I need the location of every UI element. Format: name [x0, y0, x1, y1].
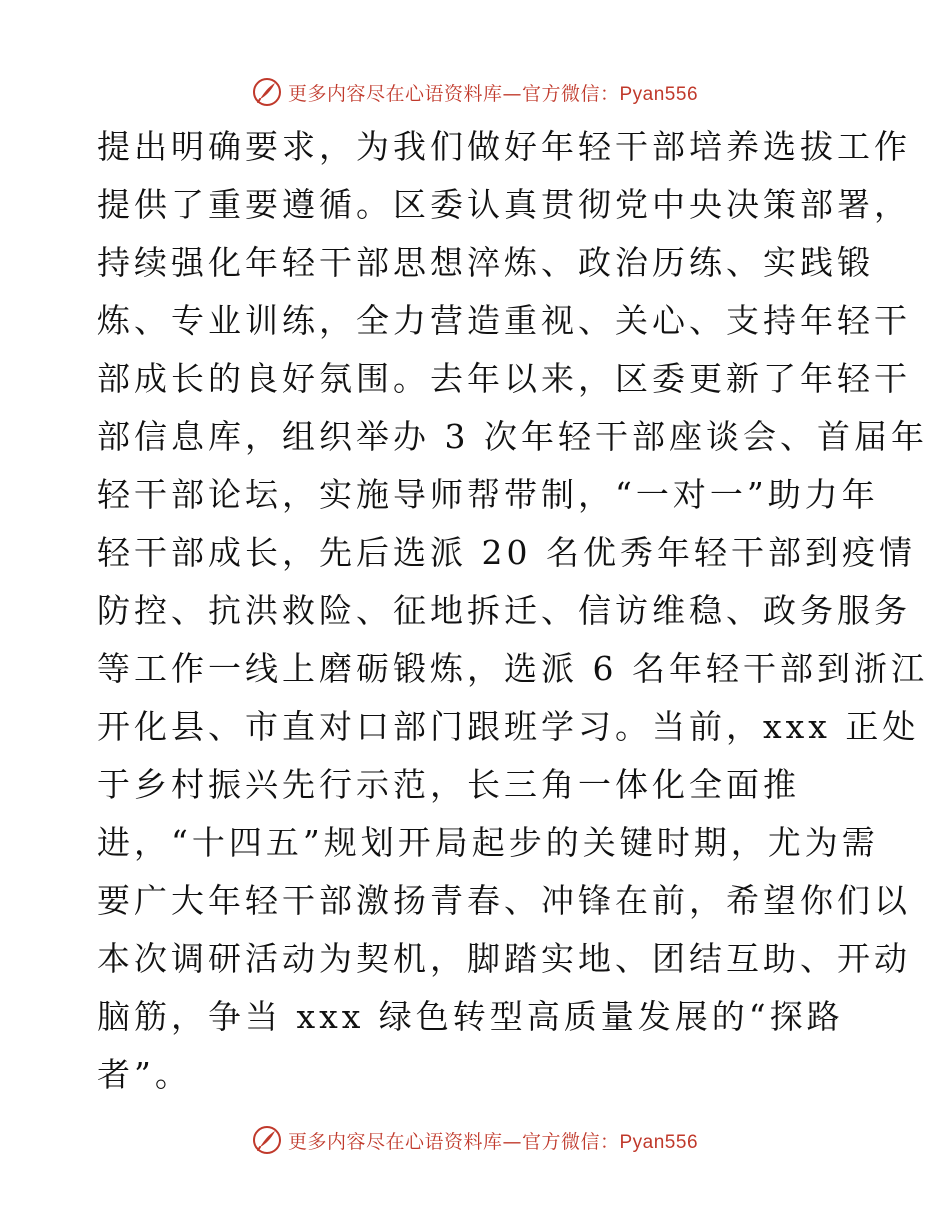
watermark-text: [288, 1127, 698, 1154]
footer-watermark: [0, 1120, 950, 1160]
document-body: [97, 118, 928, 1104]
body-line: 防控、抗洪救险、征地拆迁、信访维稳、政务服务: [97, 591, 911, 630]
body-line: 于乡村振兴先行示范，长三角一体化全面推: [97, 765, 800, 804]
body-line: 部成长的良好氛围。去年以来，区委更新了年轻干: [97, 359, 911, 398]
watermark-wechat-label: 官方微信：: [521, 1130, 620, 1153]
body-line: 脑筋，争当 xxx 绿色转型高质量发展的“探路: [97, 997, 844, 1036]
watermark-separator: —: [502, 82, 522, 105]
body-line: 部信息库，组织举办 3 次年轻干部座谈会、首届年: [97, 417, 928, 456]
body-line: 提出明确要求，为我们做好年轻干部培养选拔工作: [97, 127, 911, 166]
body-line: 轻干部论坛，实施导师帮带制，“一对一”助力年: [97, 475, 879, 514]
body-line: 进，“十四五”规划开局起步的关键时期，尤为需: [97, 823, 879, 862]
watermark-inner: [252, 1125, 698, 1155]
watermark-wechat-id: Pyan556: [619, 1131, 699, 1153]
body-line: 提供了重要遵循。区委认真贯彻党中央决策部署，: [97, 185, 911, 224]
body-line: 等工作一线上磨砺锻炼，选派 6 名年轻干部到浙江: [97, 649, 928, 688]
watermark-wechat-label: 官方微信：: [521, 82, 620, 105]
quill-pen-logo-icon: [252, 1125, 282, 1155]
watermark-slogan: 更多内容尽在心语资料库: [287, 82, 503, 105]
watermark-inner: [252, 77, 698, 107]
body-line: 轻干部成长，先后选派 20 名优秀年轻干部到疫情: [97, 533, 916, 572]
quill-pen-logo-icon: [252, 77, 282, 107]
header-watermark: [0, 72, 950, 112]
watermark-wechat-id: Pyan556: [619, 83, 699, 105]
body-line: 本次调研活动为契机，脚踏实地、团结互助、开动: [97, 939, 911, 978]
body-line: 要广大年轻干部激扬青春、冲锋在前，希望你们以: [97, 881, 911, 920]
watermark-separator: —: [502, 1130, 522, 1153]
watermark-slogan: 更多内容尽在心语资料库: [287, 1130, 503, 1153]
body-line: 持续强化年轻干部思想淬炼、政治历练、实践锻: [97, 243, 874, 282]
body-line: 开化县、市直对口部门跟班学习。当前，xxx 正处: [97, 707, 920, 746]
body-line: 炼、专业训练，全力营造重视、关心、支持年轻干: [97, 301, 911, 340]
body-line: 者”。: [97, 1055, 192, 1094]
watermark-text: [288, 79, 698, 106]
